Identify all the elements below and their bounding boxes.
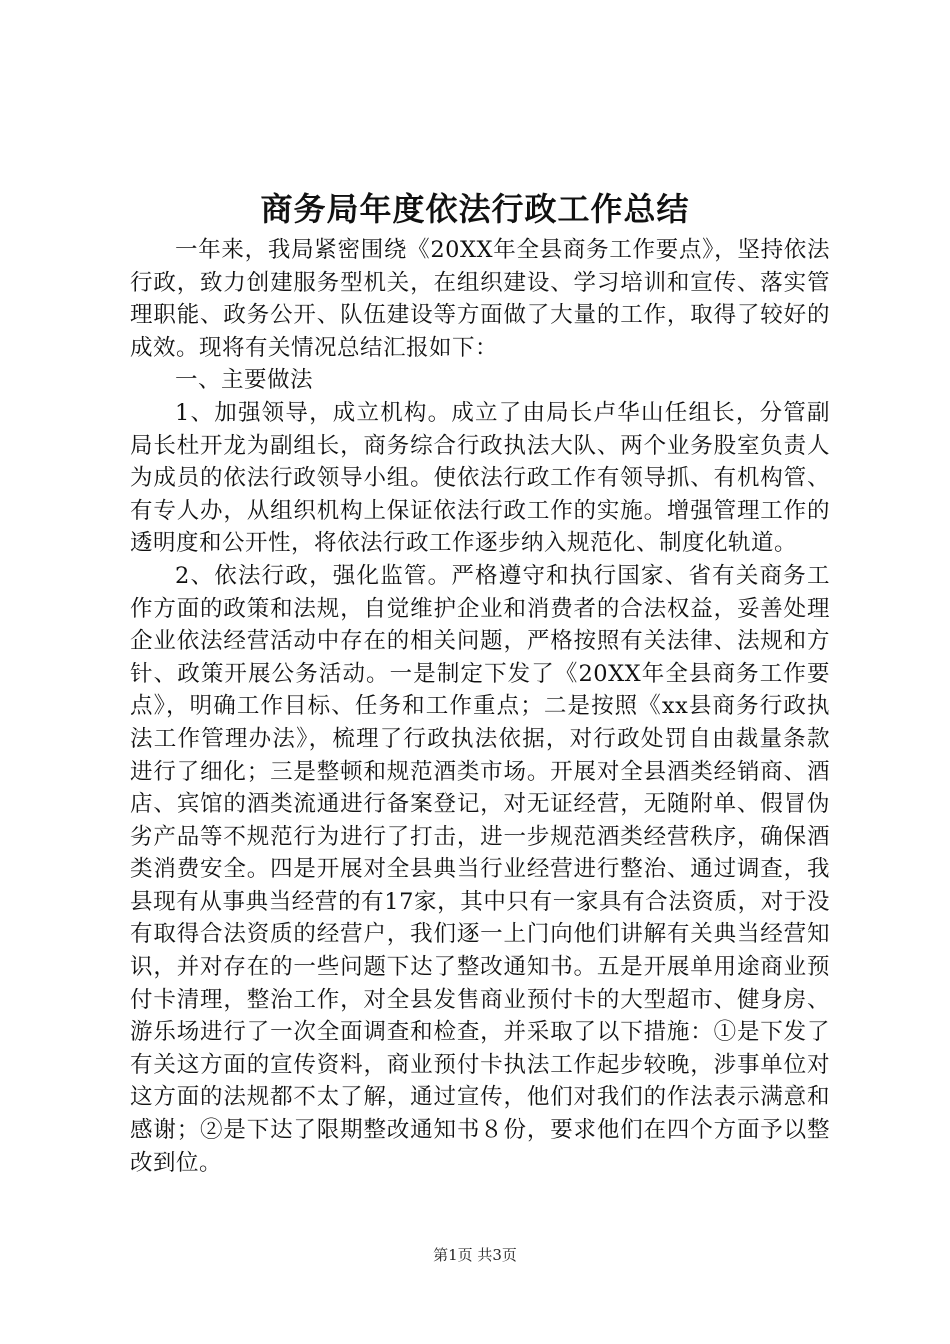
- page-footer: 第1页 共3页: [433, 1246, 517, 1264]
- document-title: 商务局年度依法行政工作总结: [260, 190, 690, 228]
- document-body: [130, 234, 830, 1179]
- section-heading-main-practices: 一、主要做法: [175, 367, 314, 394]
- paragraph-supervision: 2、依法行政，强化监管。严格遵守和执行国家、省有关商务工作方面的政策和法规，自觉维护企业和消费者的合法权益，妥善处理企业依法经营活动中存在的相关问题，严格按照有关法律、法规和方针、政策开展公务活动。一是制定下发了《20XX年全县商务工作要点》，明确工作目标、任务和工作重点；二是按照《xx县商务行政执法工作管理办法》，梳理了行政执法依据，对行政处罚自由裁量条款进行了细化；三是整顿和规范酒类市场。开展对全县酒类经销商、酒店、宾馆的酒类流通进行备案登记，对无证经营，无随附单、假冒伪劣产品等不规范行为进行了打击，进一步规范酒类经营秩序，确保酒类消费安全。四是开展对全县典当行业经营进行整治、通过调查，我县现有从事典当经营的有17家，其中只有一家具有合法资质，对于没有取得合法资质的经营户，我们逐一上门向他们讲解有关典当经营知识，并对存在的一些问题下达了整改通知书。五是开展单用途商业预付卡清理，整治工作，对全县发售商业预付卡的大型超市、健身房、游乐场进行了一次全面调查和检查，并采取了以下措施：①是下发了有关这方面的宣传资料，商业预付卡执法工作起步较晚，涉事单位对这方面的法规都不太了解，通过宣传，他们对我们的作法表示满意和感谢；②是下达了限期整改通知书８份，要求他们在四个方面予以整改到位。: [130, 562, 830, 1176]
- intro-paragraph: 一年来，我局紧密围绕《20XX年全县商务工作要点》，坚持依法行政，致力创建服务型机关，在组织建设、学习培训和宣传、落实管理职能、政务公开、队伍建设等方面做了大量的工作，取得了较好的成效。现将有关情况总结汇报如下：: [130, 237, 830, 361]
- paragraph-leadership: 1、加强领导，成立机构。成立了由局长卢华山任组长，分管副局长杜开龙为副组长，商务综合行政执法大队、两个业务股室负责人为成员的依法行政领导小组。使依法行政工作有领导抓、有机构管、有专人办，从组织机构上保证依法行政工作的实施。增强管理工作的透明度和公开性，将依法行政工作逐步纳入规范化、制度化轨道。: [130, 399, 830, 557]
